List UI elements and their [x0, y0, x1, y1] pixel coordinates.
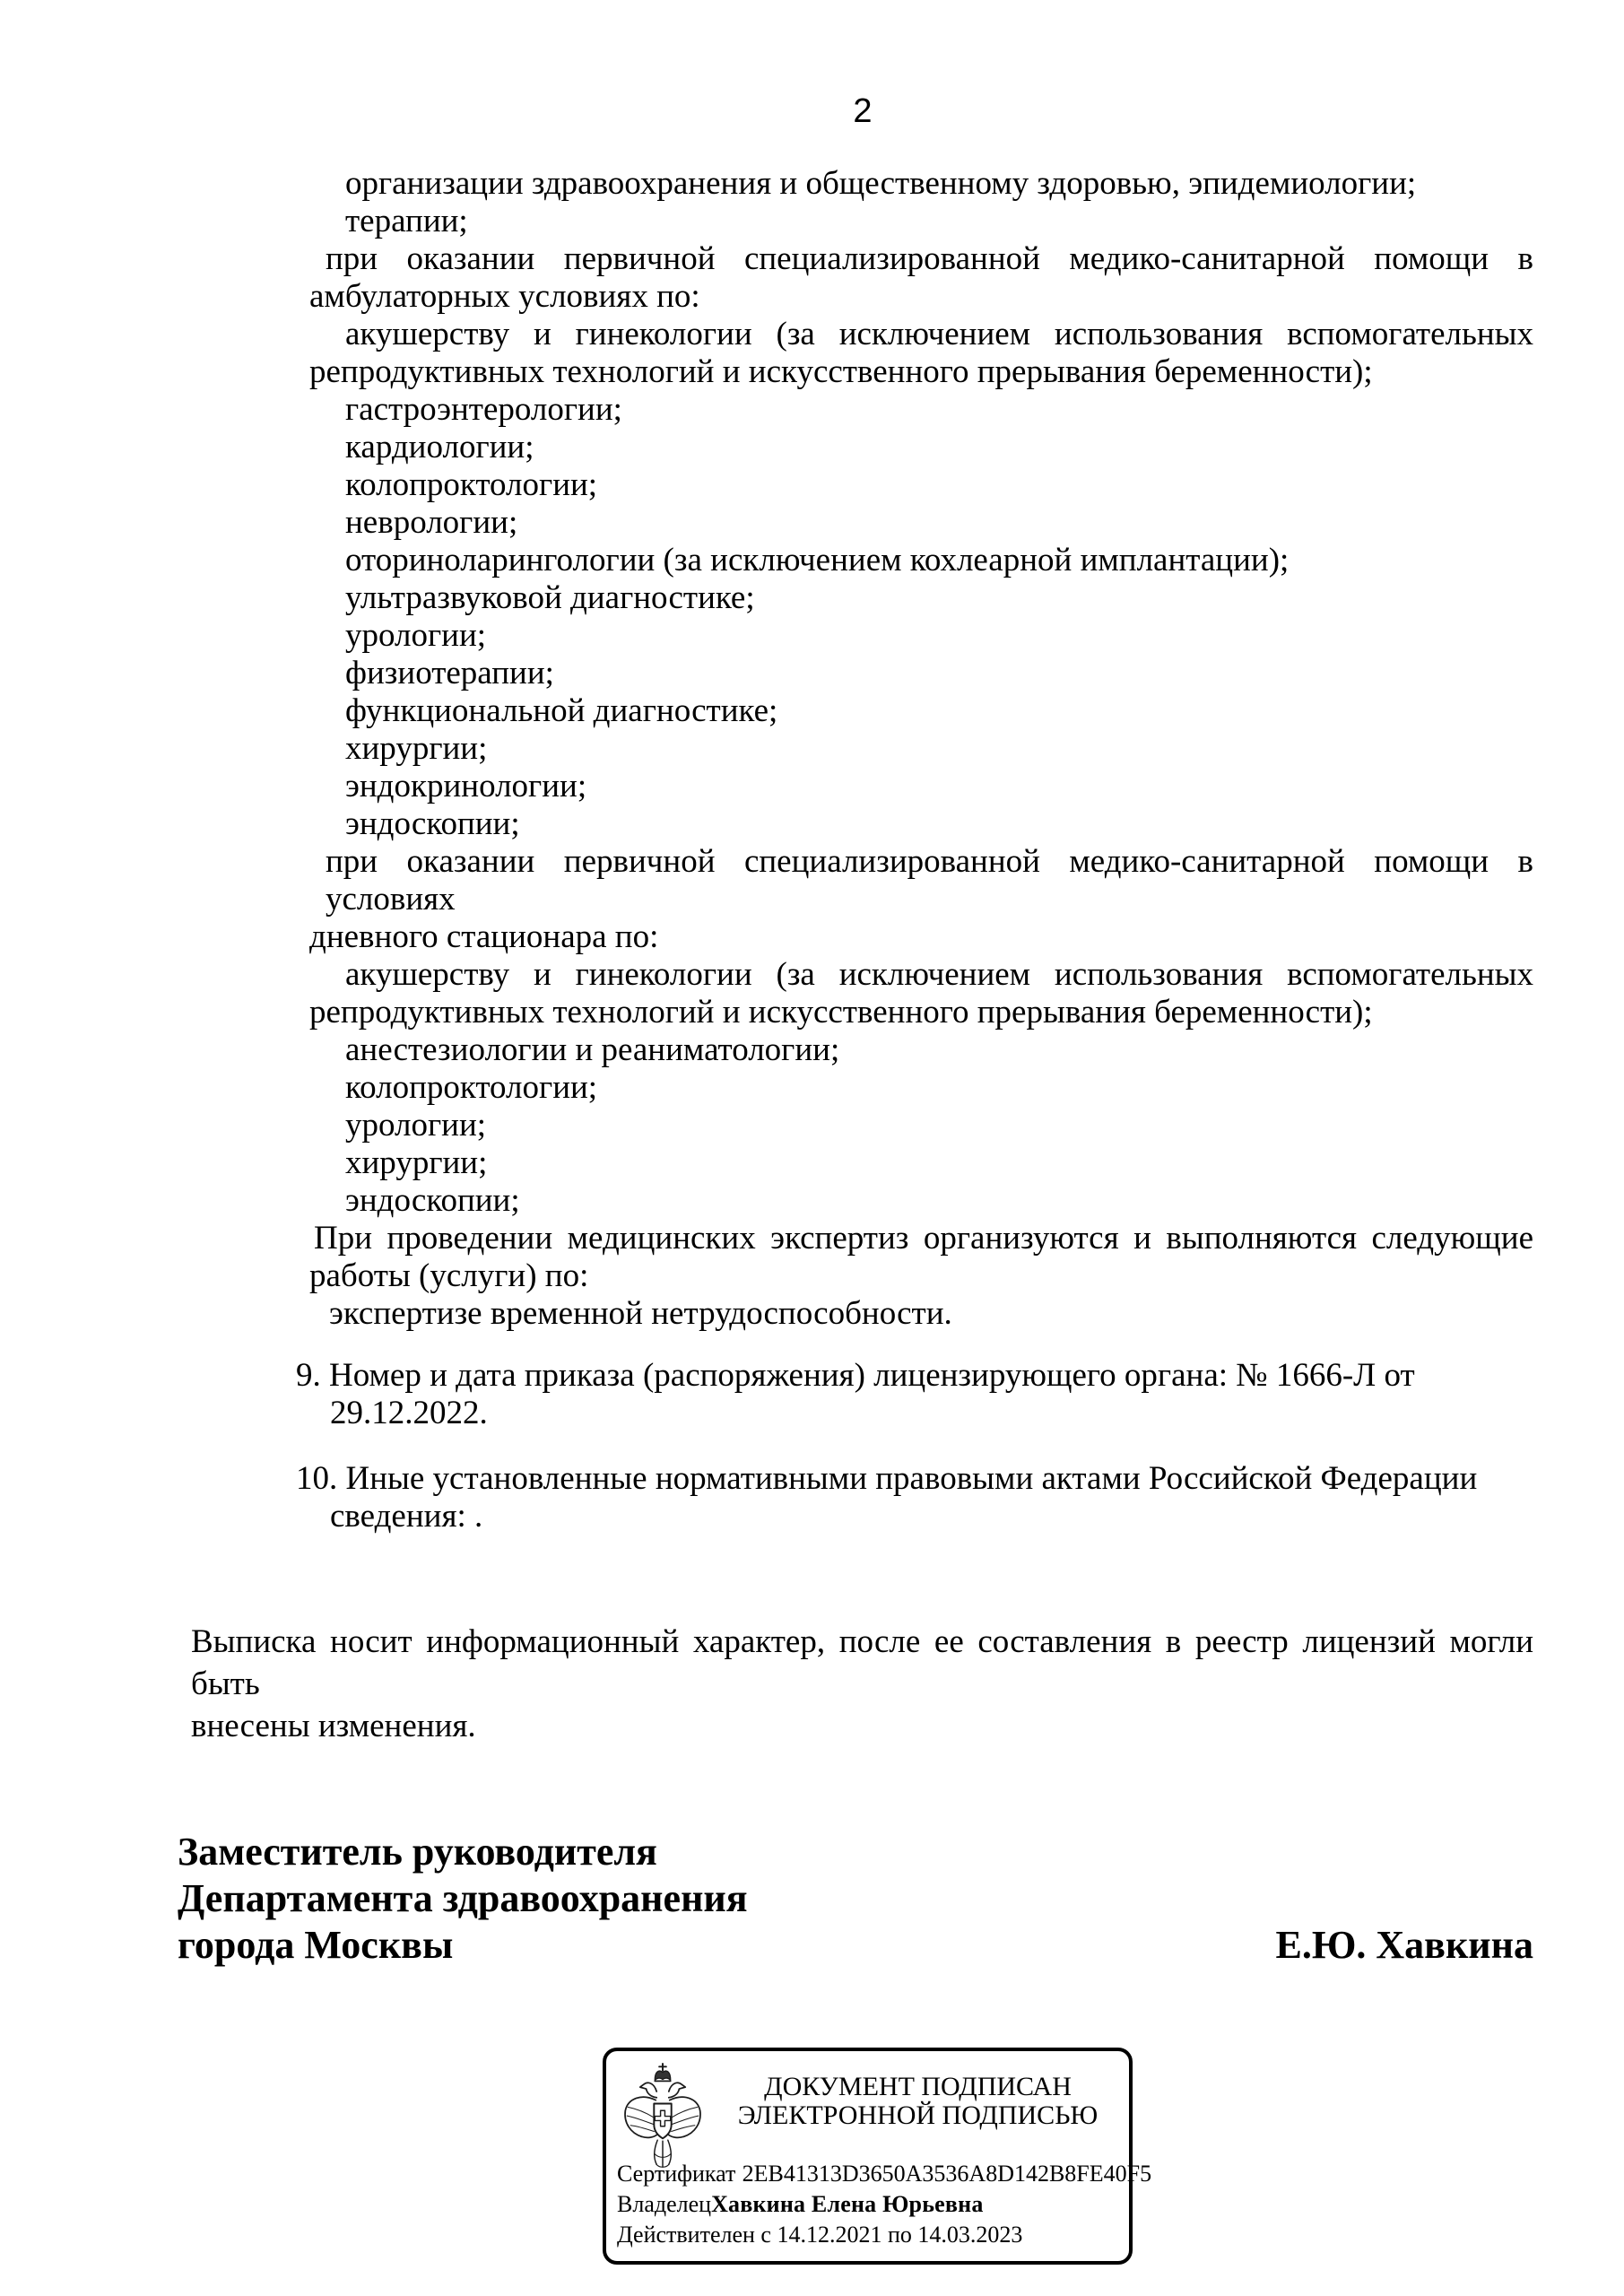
signer-title-line: Департамента здравоохранения: [178, 1876, 748, 1920]
text-line: Выписка носит информационный характер, после ее составления в реестр лицензий могли быть: [191, 1623, 1533, 1702]
licensed-activities-list: [178, 165, 1533, 1333]
owner-name: Хавкина Елена Юрьевна: [711, 2191, 984, 2217]
signer-title-line: Заместитель руководителя: [178, 1830, 657, 1874]
text-line: оториноларингологии (за исключением кохлеарной имплантации);: [345, 542, 1290, 578]
text-line: дневного стационара по:: [309, 918, 659, 955]
text-line: При проведении медицинских экспертиз организуются и выполняются следующие: [314, 1220, 1533, 1257]
text-line: организации здравоохранения и общественному здоровью, эпидемиологии;: [345, 165, 1417, 202]
text-line: урологии;: [345, 617, 487, 654]
text-line: колопроктологии;: [345, 466, 598, 503]
text-line: 29.12.2022.: [330, 1395, 488, 1431]
stamp-title: [712, 2073, 1124, 2130]
signer-title-line: города Москвы: [178, 1923, 454, 1967]
text-line: сведения: .: [330, 1498, 483, 1535]
text-line: 10. Иные установленные нормативными правовыми актами Российской Федерации: [296, 1460, 1478, 1497]
text-line: эндоскопии;: [345, 805, 520, 842]
page-number: 2: [853, 92, 873, 130]
text-line: неврологии;: [345, 504, 518, 541]
item-10-other-info: [178, 1460, 1533, 1535]
digital-signature-stamp: [603, 2048, 1152, 2265]
closing-note: [178, 1621, 1533, 1747]
document-body: [178, 165, 1533, 1969]
certificate-line: Сертификат 2EB41313D3650A3536A8D142B8FE40F5: [617, 2161, 1152, 2187]
text-line: хирургии;: [345, 730, 488, 767]
stamp-title-line: ДОКУМЕНТ ПОДПИСАН: [764, 2072, 1072, 2101]
text-line: ультразвуковой диагностике;: [345, 579, 755, 616]
text-line: функциональной диагностике;: [345, 692, 778, 729]
text-line: работы (услуги) по:: [309, 1257, 589, 1294]
text-line: 9. Номер и дата приказа (распоряжения) лицензирующего органа: № 1666-Л от: [296, 1357, 1415, 1394]
signature-row: [178, 1922, 1533, 1969]
text-line: акушерству и гинекологии (за исключением использования вспомогательных: [345, 956, 1533, 993]
stamp-details: [617, 2159, 1152, 2250]
text-line: внесены изменения.: [191, 1708, 476, 1744]
text-line: анестезиологии и реаниматологии;: [345, 1031, 840, 1068]
text-line: экспертизе временной нетрудоспособности.: [329, 1295, 952, 1332]
text-line: эндоскопии;: [345, 1182, 520, 1219]
text-line: при оказании первичной специализированной медико-санитарной помощи в: [326, 240, 1533, 277]
text-line: урологии;: [345, 1107, 487, 1144]
text-line: колопроктологии;: [345, 1069, 598, 1106]
signer-name: Е.Ю. Хавкина: [1275, 1923, 1533, 1967]
text-line: физиотерапии;: [345, 655, 554, 691]
item-9-order-number: [178, 1357, 1533, 1432]
text-line: эндокринологии;: [345, 768, 587, 804]
certificate-value: 2EB41313D3650A3536A8D142B8FE40F5: [742, 2161, 1152, 2187]
text-line: кардиологии;: [345, 429, 534, 465]
text-line: амбулаторных условиях по:: [309, 278, 700, 315]
stamp-title-line: ЭЛЕКТРОННОЙ ПОДПИСЬЮ: [737, 2100, 1099, 2130]
text-line: терапии;: [345, 203, 468, 239]
text-line: гастроэнтерологии;: [345, 391, 622, 428]
text-line: хирургии;: [345, 1144, 488, 1181]
text-line: репродуктивных технологий и искусственного прерывания беременности);: [309, 994, 1373, 1031]
owner-line: ВладелецХавкина Елена Юрьевна: [617, 2191, 984, 2217]
signature-block: [178, 1829, 1533, 1969]
text-line: репродуктивных технологий и искусственного прерывания беременности);: [309, 353, 1373, 390]
text-line: при оказании первичной специализированной медико-санитарной помощи в условиях: [326, 843, 1533, 918]
validity-line: Действителен с 14.12.2021 по 14.03.2023: [617, 2222, 1023, 2248]
text-line: акушерству и гинекологии (за исключением использования вспомогательных: [345, 316, 1533, 352]
